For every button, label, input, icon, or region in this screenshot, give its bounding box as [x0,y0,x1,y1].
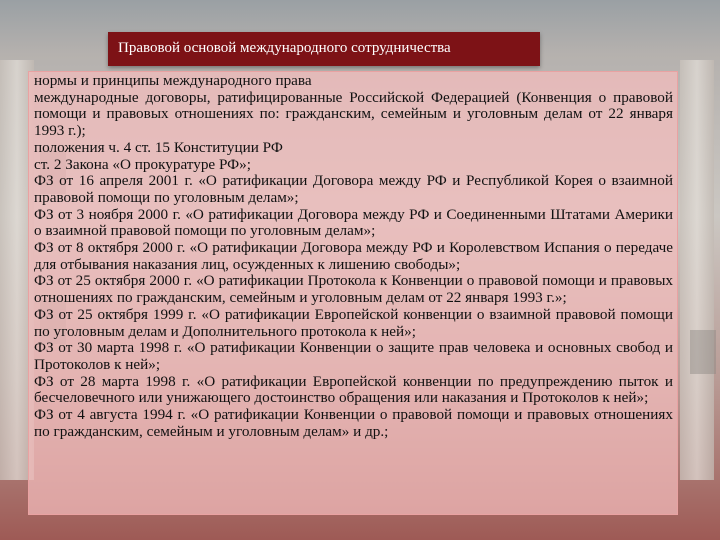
list-item: положения ч. 4 ст. 15 Конституции РФ [34,138,283,156]
list-item: ФЗ от 4 августа 1994 г. «О ратификации Конвенции о правовой помощи и правовых отношениях по гражданским, семейным и уголовным делам» и др.; [34,406,673,440]
list-item: ФЗ от 25 октября 1999 г. «О ратификации Европейской конвенции о взаимной правовой помощи по уголовным делам и Дополнительного протокола к ней»; [34,305,673,340]
slide-title: Правовой основой международного сотрудничества [118,40,451,56]
list-item: ФЗ от 16 апреля 2001 г. «О ратификации Договора между РФ и Республикой Корея о взаимной правовой помощи по уголовным делам»; [34,172,673,206]
content-box [28,71,678,515]
list-item: нормы и принципы международного права [34,72,312,89]
list-item: ст. 2 Закона «О прокуратуре РФ»; [34,155,251,173]
list-item: международные договоры, ратифицированные Российской Федерацией (Конвенция о правовой помощи и правовых отношениях по: гражданским, семейным и уголовным делам от 22 января 1993 г.); [34,88,673,140]
list-item: ФЗ от 8 октября 2000 г. «О ратификации Договора между РФ и Королевством Испания о передаче для отбывания наказания лиц, осужденных к лишению свободы»; [34,239,673,273]
list-item: ФЗ от 28 марта 1998 г. «О ратификации Европейской конвенции по предупреждению пыток и бесчеловечного или унижающего достоинство обращения или наказания и Протоколов к ней»; [34,372,673,407]
background-column [680,60,714,480]
list-item: ФЗ от 30 марта 1998 г. «О ратификации Конвенции о защите прав человека и основных свобод и Протоколов к ней»; [34,339,673,373]
list-item: ФЗ от 3 ноября 2000 г. «О ратификации Договора между РФ и Соединенными Штатами Америки о взаимной правовой помощи по уголовным делам»; [34,205,673,240]
slide-title-bar [108,32,540,66]
background-window [690,330,716,374]
list-item: ФЗ от 25 октября 2000 г. «О ратификации Протокола к Конвенции о правовой помощи и правовых отношениях по гражданским, семейным и уголовным делам от 22 января 1993 г.»; [34,272,673,307]
